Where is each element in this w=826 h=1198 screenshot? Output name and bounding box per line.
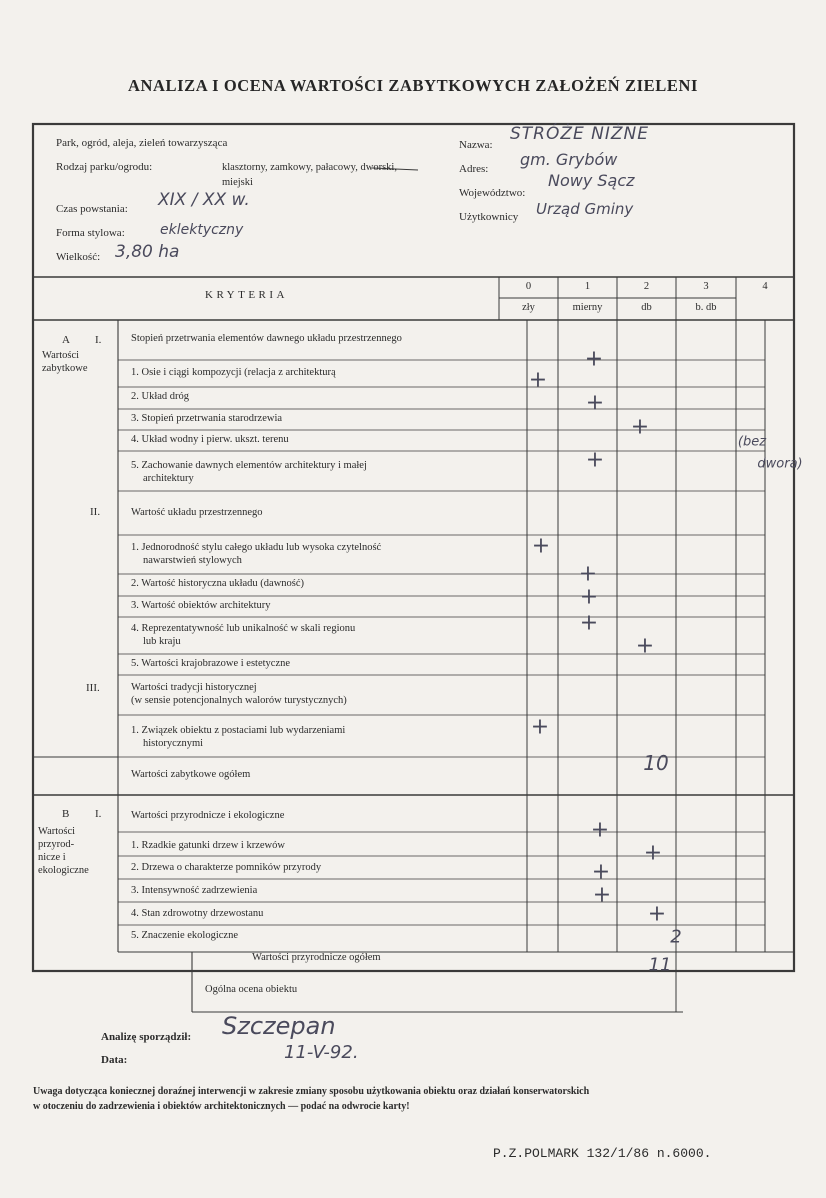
mark-a-ii-3: +: [579, 584, 599, 610]
section-a-name-1: Wartości: [42, 350, 80, 361]
section-a-roman-iii: III.: [86, 682, 100, 694]
score-num-2: 2: [643, 281, 650, 292]
section-b-name-1: Wartości: [38, 826, 76, 837]
mark-a-i-2: +: [585, 390, 605, 416]
score-num-1: 1: [584, 281, 591, 292]
section-a-roman-ii: II.: [90, 506, 101, 518]
kind-options: klasztorny, zamkowy, pałacowy,: [222, 162, 358, 173]
score-word-1: mierny: [572, 302, 603, 313]
mark-a-iii-1: +: [530, 714, 550, 740]
a-iii-item-1-cont: historycznymi: [143, 738, 204, 749]
date-value: 11-V-92.: [284, 1042, 359, 1063]
mark-a-ii-5: +: [635, 633, 655, 659]
voivodeship-value: Nowy Sącz: [548, 171, 635, 190]
time-label: Czas powstania:: [56, 203, 128, 215]
a-i-item-3: 3. Stopień przetrwania starodrzewia: [131, 413, 283, 424]
mark-a-i-5: +: [585, 447, 605, 473]
b-item-4: 4. Stan zdrowotny drzewostanu: [131, 908, 264, 919]
mark-a-ii-2: +: [578, 561, 598, 587]
kind-label: Rodzaj parku/ogrodu:: [56, 161, 153, 173]
a-ii-title: Wartość układu przestrzennego: [131, 507, 263, 518]
a-ii-item-5: 5. Wartości krajobrazowe i estetyczne: [131, 658, 291, 669]
b-item-2: 2. Drzewa o charakterze pomników przyrody: [131, 862, 322, 873]
criteria-label: KRYTERIA: [205, 289, 288, 301]
a-ii-item-4-cont: lub kraju: [143, 636, 181, 647]
mark-b-3: +: [592, 882, 612, 908]
b-item-3: 3. Intensywność zadrzewienia: [131, 885, 258, 896]
name-label: Nazwa:: [459, 139, 493, 151]
mark-b-2: +: [591, 859, 611, 885]
mark-a-ii-1: +: [531, 533, 551, 559]
mark-b-5: 2: [670, 926, 682, 948]
section-b-letter: B: [62, 808, 70, 820]
a-i-item-1: 1. Osie i ciągi kompozycji (relacja z architekturą: [131, 367, 336, 378]
score-num-3: 3: [703, 281, 709, 292]
margin-note-1: (bez: [737, 434, 767, 450]
prepared-label: Analizę sporządził:: [101, 1031, 192, 1043]
section-b-roman-i: I.: [95, 808, 102, 820]
a-ii-item-2: 2. Wartość historyczna układu (dawność): [131, 578, 305, 589]
score-num-4: 4: [762, 281, 768, 292]
margin-note-2: dwora): [757, 456, 803, 472]
b-total-label: Wartości przyrodnicze ogółem: [252, 952, 381, 963]
a-i-item-5: 5. Zachowanie dawnych elementów architektury i małej: [131, 460, 367, 471]
overall-label: Ogólna ocena obiektu: [205, 984, 298, 995]
score-word-0: zły: [522, 302, 535, 313]
print-code: P.Z.POLMARK 132/1/86 n.6000.: [493, 1146, 712, 1161]
a-ii-item-3: 3. Wartość obiektów architektury: [131, 600, 271, 611]
a-ii-item-1-cont: nawarstwień stylowych: [143, 555, 242, 566]
name-value: STRÓŻE NIŻNE: [510, 124, 649, 144]
mark-a-i-title: +: [584, 346, 604, 372]
score-word-3: b. db: [695, 302, 717, 313]
mark-b-4: +: [647, 901, 667, 927]
score-word-2: db: [641, 302, 652, 313]
signature: Szczepan: [222, 1012, 336, 1040]
a-i-item-4: 4. Układ wodny i pierw. ukszt. terenu: [131, 434, 289, 445]
b-item-1: 1. Rzadkie gatunki drzew i krzewów: [131, 840, 285, 851]
a-iii-title-1: Wartości tradycji historycznej: [131, 682, 257, 693]
time-value: XIX / XX w.: [158, 190, 250, 210]
a-ii-item-4: 4. Reprezentatywność lub unikalność w skali regionu: [131, 623, 356, 634]
b-total-value: 11: [648, 954, 672, 976]
users-label: Użytkownicy: [459, 211, 519, 223]
mark-b-title: +: [590, 817, 610, 843]
a-i-title: Stopień przetrwania elementów dawnego układu przestrzennego: [131, 333, 402, 344]
style-value: eklektyczny: [160, 222, 244, 238]
kind-option-struck: dworski,: [360, 162, 397, 173]
a-total-value: 10: [643, 751, 669, 775]
a-ii-item-1: 1. Jednorodność stylu całego układu lub wysoka czytelność: [131, 542, 382, 553]
style-label: Forma stylowa:: [56, 227, 125, 239]
b-title: Wartości przyrodnicze i ekologiczne: [131, 810, 285, 821]
size-value: 3,80 ha: [115, 242, 180, 262]
date-label: Data:: [101, 1054, 128, 1066]
section-a-roman-i: I.: [95, 334, 102, 346]
a-i-item-2: 2. Układ dróg: [131, 391, 190, 402]
mark-a-ii-4: +: [579, 610, 599, 636]
note-line-1: Uwaga dotycząca koniecznej doraźnej interwencji w zakresie zmiany sposobu użytkowania obiektu oraz działań konserwatorskich: [33, 1086, 590, 1097]
address-value: gm. Grybów: [520, 150, 618, 169]
a-iii-item-1: 1. Związek obiektu z postaciami lub wydarzeniami: [131, 725, 346, 736]
a-i-item-5-cont: architektury: [143, 473, 194, 484]
section-b-name-3: nicze i: [38, 852, 66, 863]
b-item-5: 5. Znaczenie ekologiczne: [131, 930, 238, 941]
mark-a-i-3: +: [630, 414, 650, 440]
a-iii-title-2: (w sensie potencjonalnych walorów turystycznych): [131, 695, 347, 706]
park-type-label: Park, ogród, aleja, zieleń towarzysząca: [56, 137, 228, 149]
document-title: ANALIZA I OCENA WARTOŚCI ZABYTKOWYCH ZAŁOŻEŃ ZIELENI: [127, 76, 699, 95]
mark-b-1: +: [643, 840, 663, 866]
kind-option-city: miejski: [222, 177, 253, 188]
note-line-2: w otoczeniu do zadrzewienia i obiektów architektonicznych — podać na odwrocie karty!: [33, 1101, 410, 1112]
score-num-0: 0: [525, 281, 532, 292]
section-b-name-4: ekologiczne: [38, 865, 89, 876]
section-a-name-2: zabytkowe: [42, 363, 88, 374]
mark-a-i-1: +: [528, 367, 548, 393]
size-label: Wielkość:: [56, 251, 101, 263]
address-label: Adres:: [459, 163, 489, 175]
voivodeship-label: Województwo:: [459, 187, 526, 199]
section-a-letter: A: [62, 334, 70, 346]
a-total-label: Wartości zabytkowe ogółem: [131, 769, 251, 780]
section-b-name-2: przyrod-: [38, 839, 75, 850]
users-value: Urząd Gminy: [536, 200, 634, 218]
